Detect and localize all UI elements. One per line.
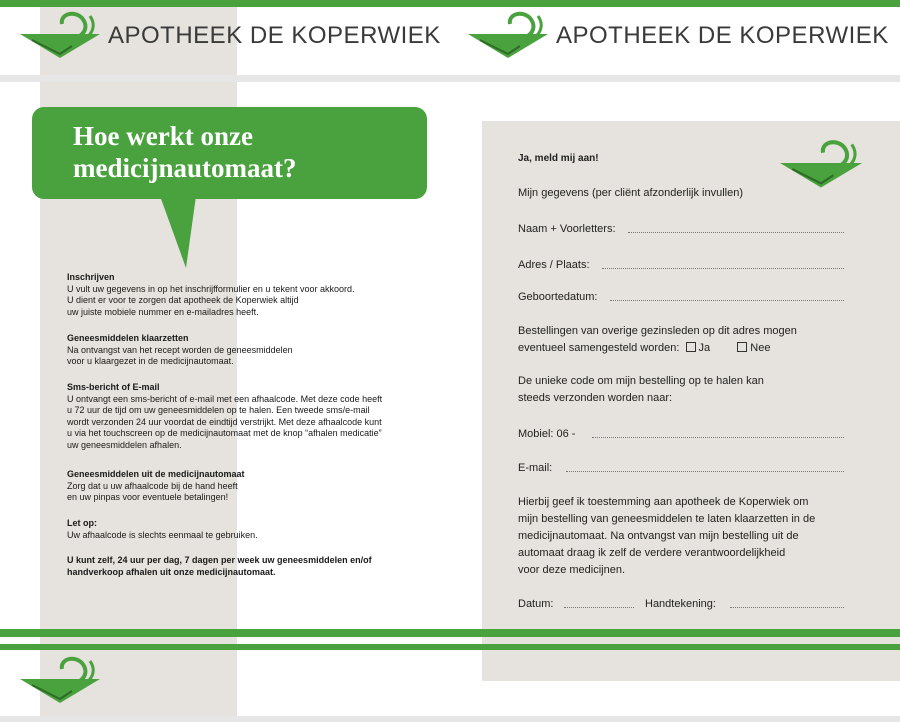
section-line: u via het touchscreen op de medicijnautomaat met de knop “afhalen medicatie” — [67, 428, 382, 439]
caduceus-logo-icon — [20, 655, 100, 707]
no-checkbox[interactable] — [737, 342, 747, 352]
section-uit-automaat — [67, 469, 417, 504]
date-label: Datum: — [518, 598, 554, 610]
consent-line: voor deze medicijnen. — [518, 564, 626, 576]
no-label: Nee — [750, 342, 771, 354]
bottom-green-bar-2 — [0, 644, 900, 650]
address-label: Adres / Plaats: — [518, 259, 590, 271]
section-line: U dient er voor te zorgen dat apotheek de Koperwiek altijd — [67, 295, 299, 306]
closing-statement — [67, 555, 417, 578]
section-line: Na ontvangst van het recept worden de geneesmiddelen — [67, 344, 293, 355]
header-divider — [0, 75, 900, 82]
section-heading: Sms-bericht of E-mail — [67, 382, 160, 392]
email-label: E-mail: — [518, 462, 553, 474]
bottom-grey-bar — [0, 716, 900, 722]
section-line: u 72 uur de tijd om uw geneesmiddelen op te halen. Een tweede sms/e-mail — [67, 405, 370, 416]
name-field[interactable] — [628, 232, 844, 233]
closing-line: handverkoop afhalen uit onze medicijnautomaat. — [67, 566, 276, 577]
section-line: Zorg dat u uw afhaalcode bij de hand heeft — [67, 480, 238, 491]
section-inschrijven — [67, 272, 417, 318]
mobile-field[interactable] — [592, 437, 844, 438]
signature-field[interactable] — [730, 607, 844, 608]
section-let-op — [67, 518, 417, 541]
section-heading: Geneesmiddelen uit de medicijnautomaat — [67, 469, 245, 479]
section-line: uw geneesmiddelen afhalen. — [67, 439, 182, 450]
consent-line: mijn bestelling van geneesmiddelen te laten klaarzetten in de — [518, 513, 816, 525]
consent-line: Hierbij geef ik toestemming aan apotheek de Koperwiek om — [518, 496, 809, 508]
mobile-label: Mobiel: 06 - — [518, 428, 576, 440]
logo-right-text: APOTHEEK DE KOPERWIEK — [556, 22, 889, 49]
yes-label: Ja — [698, 342, 711, 354]
section-line: wordt verzonden 24 uur voordat de eindtijd verstrijkt. Met deze afhaalcode kunt — [67, 416, 382, 427]
email-field[interactable] — [566, 471, 844, 472]
section-heading: Let op: — [67, 518, 97, 528]
caduceus-logo-icon — [20, 10, 100, 62]
yes-checkbox[interactable] — [686, 342, 696, 352]
caduceus-logo-icon — [780, 138, 862, 192]
birthdate-field[interactable] — [610, 300, 844, 301]
logo-left — [20, 10, 441, 62]
family-question: eventueel samengesteld worden: — [518, 342, 680, 354]
section-sms-email — [67, 382, 417, 452]
bottom-green-bar-1 — [0, 629, 900, 637]
birthdate-label: Geboortedatum: — [518, 291, 598, 303]
bubble-title: Hoe werkt onze medicijnautomaat? — [73, 121, 297, 183]
speech-bubble-tail — [160, 196, 200, 270]
section-line: voor u klaargezet in de medicijnautomaat. — [67, 356, 234, 367]
logo-right — [468, 10, 889, 62]
address-field[interactable] — [602, 268, 844, 269]
top-green-bar — [0, 0, 900, 7]
caduceus-logo-icon — [468, 10, 548, 62]
family-line-1: Bestellingen van overige gezinsleden op dit adres mogen — [518, 325, 797, 337]
section-heading: Geneesmiddelen klaarzetten — [67, 333, 189, 343]
family-line-2 — [518, 340, 770, 356]
consent-line: automaat draag ik zelf de verdere verantwoordelijkheid — [518, 547, 786, 559]
consent-line: medicijnautomaat. Na ontvangst van mijn bestelling uit de — [518, 530, 799, 542]
name-label: Naam + Voorletters: — [518, 223, 616, 235]
form-title: Ja, meld mij aan! — [518, 153, 599, 164]
closing-line: U kunt zelf, 24 uur per dag, 7 dagen per week uw geneesmiddelen en/of — [67, 555, 372, 565]
logo-left-text: APOTHEEK DE KOPERWIEK — [108, 22, 441, 49]
signature-label: Handtekening: — [645, 598, 716, 610]
section-line: en uw pinpas voor eventuele betalingen! — [67, 492, 229, 503]
code-line-1: De unieke code om mijn bestelling op te halen kan — [518, 375, 764, 387]
section-line: U ontvangt een sms-bericht of e-mail met een afhaalcode. Met deze code heeft — [67, 393, 383, 404]
section-klaarzetten — [67, 333, 417, 368]
section-heading: Inschrijven — [67, 272, 115, 282]
section-line: uw juiste mobiele nummer en e-mailadres heeft. — [67, 306, 259, 317]
section-line: Uw afhaalcode is slechts eenmaal te gebruiken. — [67, 529, 258, 540]
section-line: U vult uw gegevens in op het inschrijfformulier en u tekent voor akkoord. — [67, 283, 355, 294]
form-subtitle: Mijn gegevens (per cliënt afzonderlijk invullen) — [518, 187, 744, 199]
code-line-2: steeds verzonden worden naar: — [518, 392, 673, 404]
date-field[interactable] — [564, 607, 634, 608]
